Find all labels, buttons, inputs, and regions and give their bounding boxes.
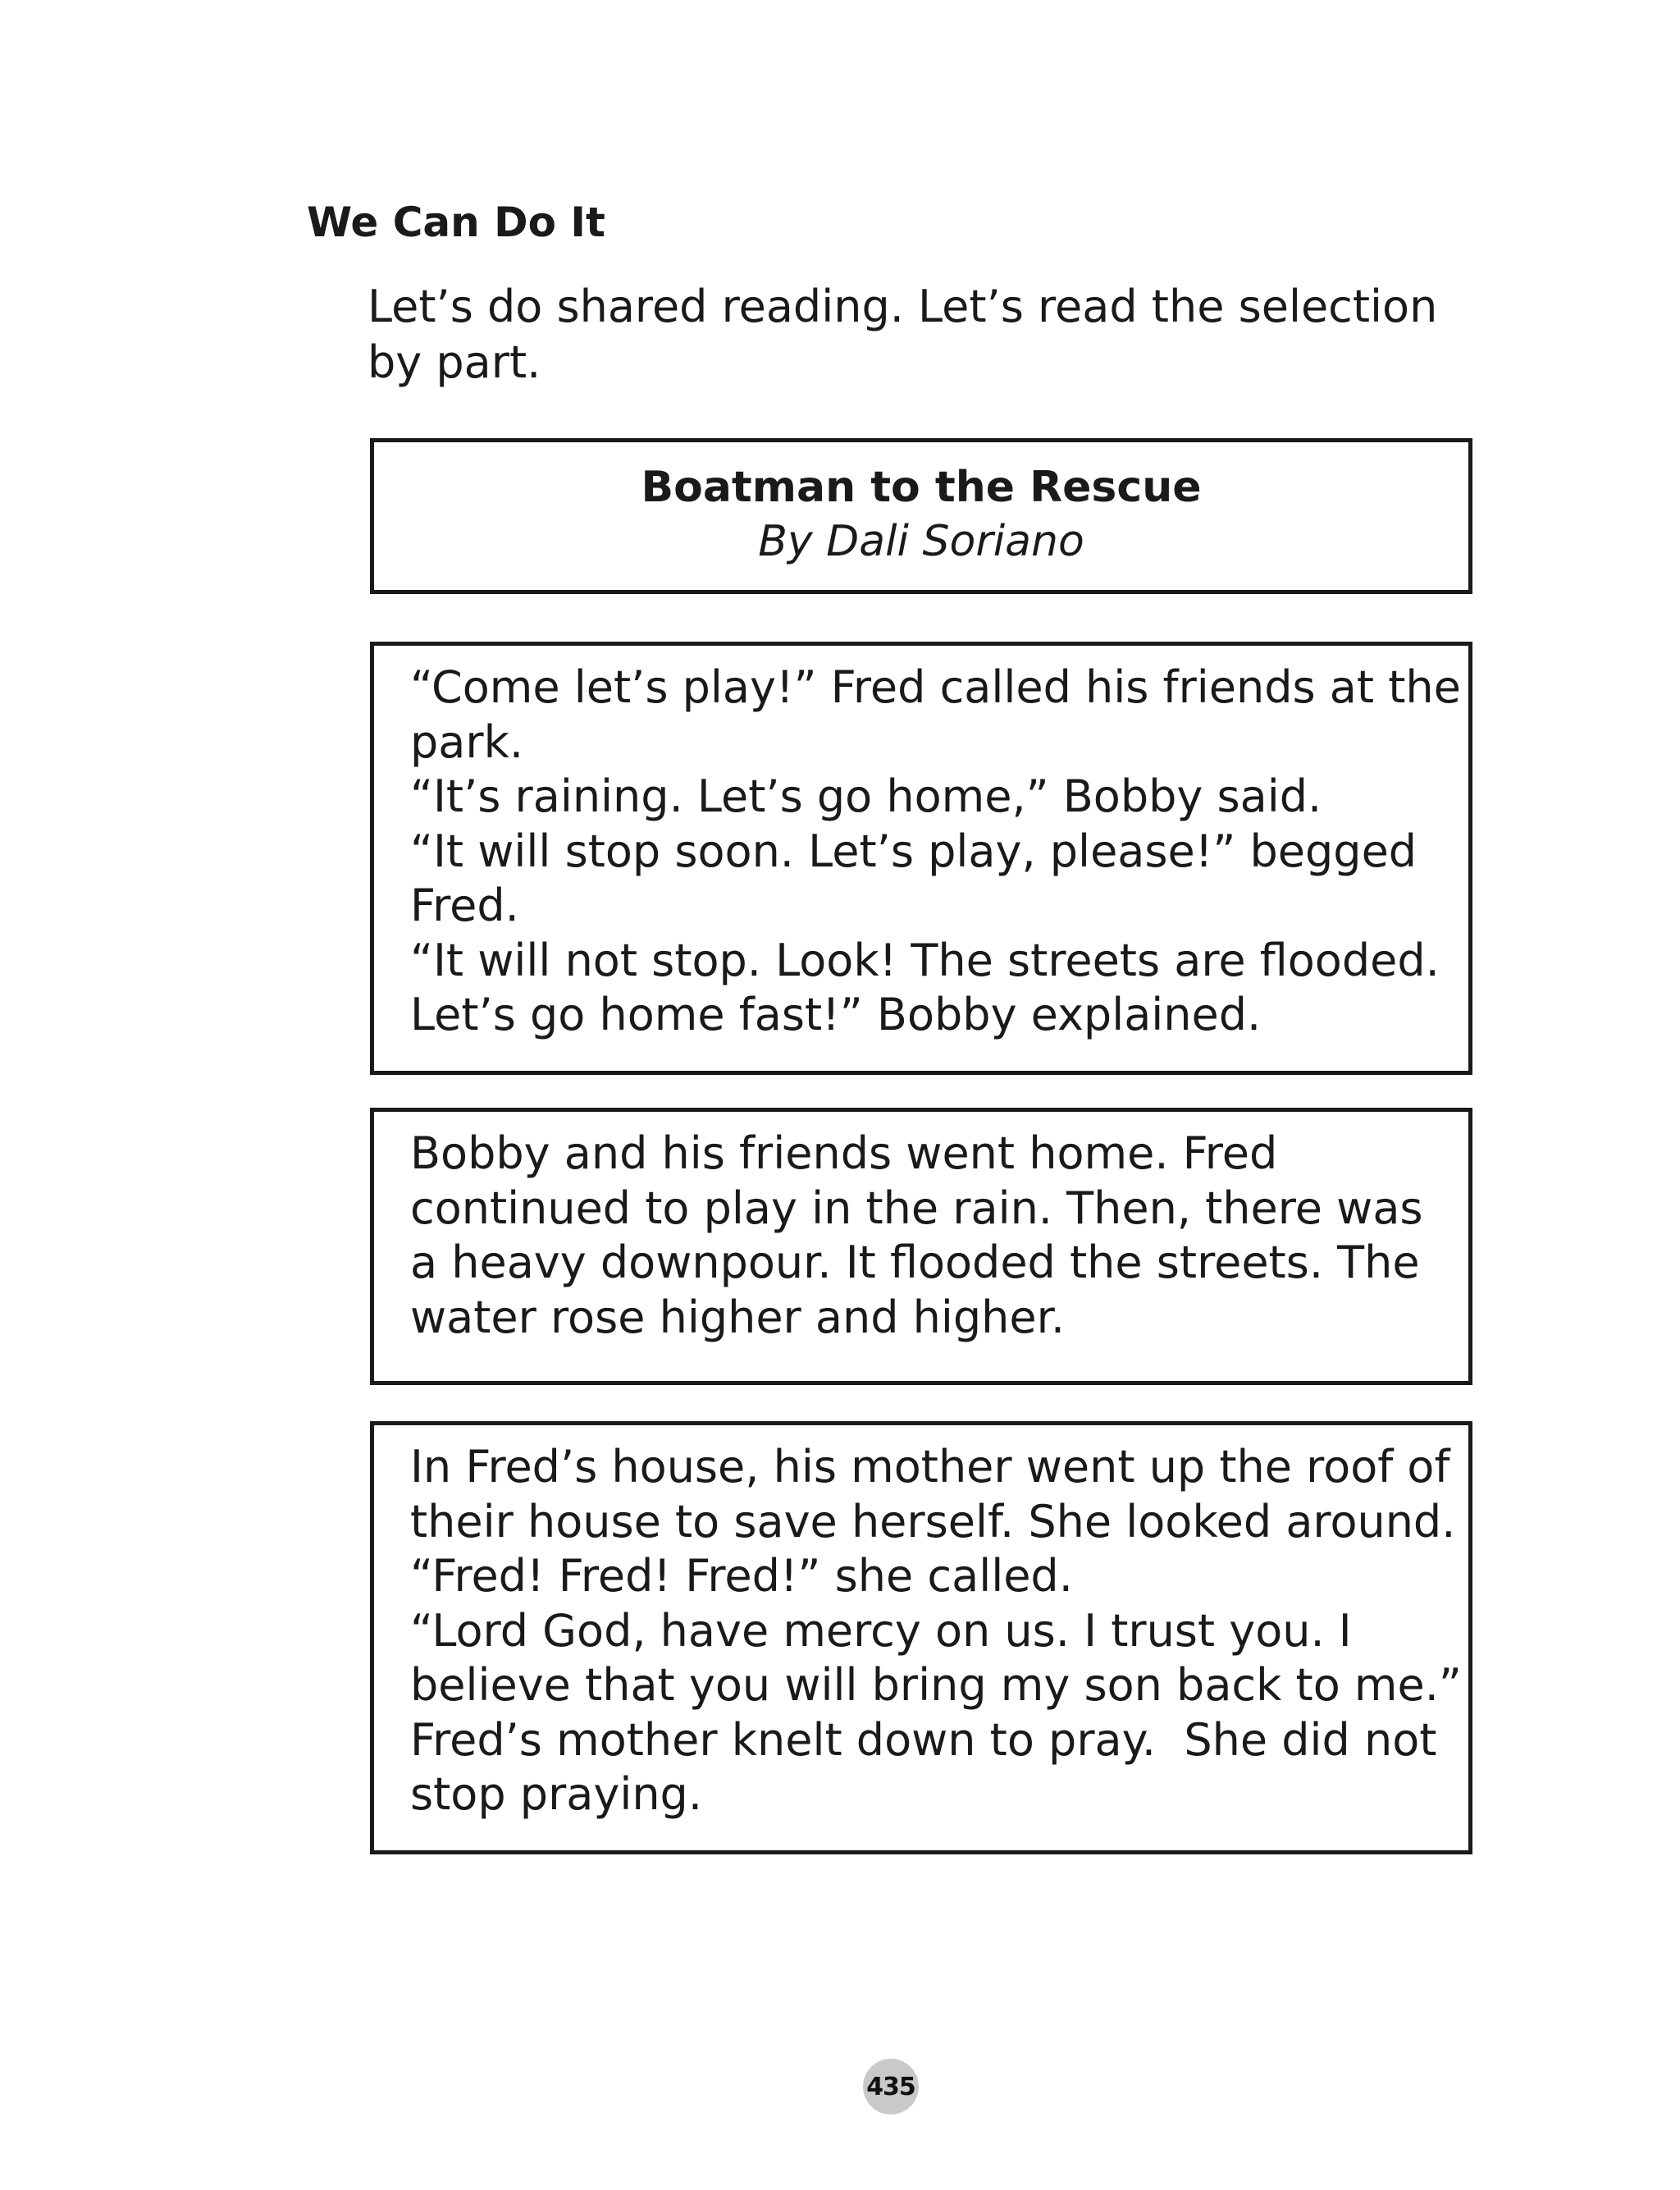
story-line: stop praying. [410,1768,702,1820]
instruction-text: Let’s do shared reading. Let’s read the selection by part. [368,281,1438,388]
story-line: “Lord God, have mercy on us. I trust you. I [410,1604,1352,1657]
story-line: continued to play in the rain. Then, there was [410,1182,1423,1234]
story-line: In Fred’s house, his mother went up the roof of [410,1441,1450,1493]
story-line: their house to save herself. She looked around. [410,1495,1456,1548]
story-title: Boatman to the Rescue [641,463,1202,512]
story-author: By Dali Soriano [758,517,1084,566]
section-title: We Can Do It [307,199,605,246]
story-line: Bobby and his friends went home. Fred [410,1127,1278,1179]
story-line: Let’s go home fast!” Bobby explained. [410,989,1262,1040]
story-line: “It will stop soon. Let’s play, please!” begged [410,825,1418,877]
story-part-2 [370,1108,1472,1385]
story-line: Fred. [410,880,519,931]
story-part-3 [370,1421,1472,1854]
story-line: “It’s raining. Let’s go home,” Bobby said. [410,770,1322,822]
page-number: 435 [866,2072,915,2101]
story-line: “Come let’s play!” Fred called his friends at the [410,661,1461,713]
story-line: park. [410,716,524,768]
story-line: water rose higher and higher. [410,1291,1066,1343]
story-line: “It will not stop. Look! The streets are flooded. [410,934,1440,986]
story-title-box [370,438,1472,594]
story-line: Fred’s mother knelt down to pray. She did not [410,1713,1437,1766]
story-line: a heavy downpour. It flooded the streets. The [410,1237,1420,1288]
story-line: “Fred! Fred! Fred!” she called. [410,1550,1073,1602]
story-line: believe that you will bring my son back to me.” [410,1659,1462,1711]
page-number-badge [863,2059,919,2115]
story-part-1 [370,642,1472,1075]
